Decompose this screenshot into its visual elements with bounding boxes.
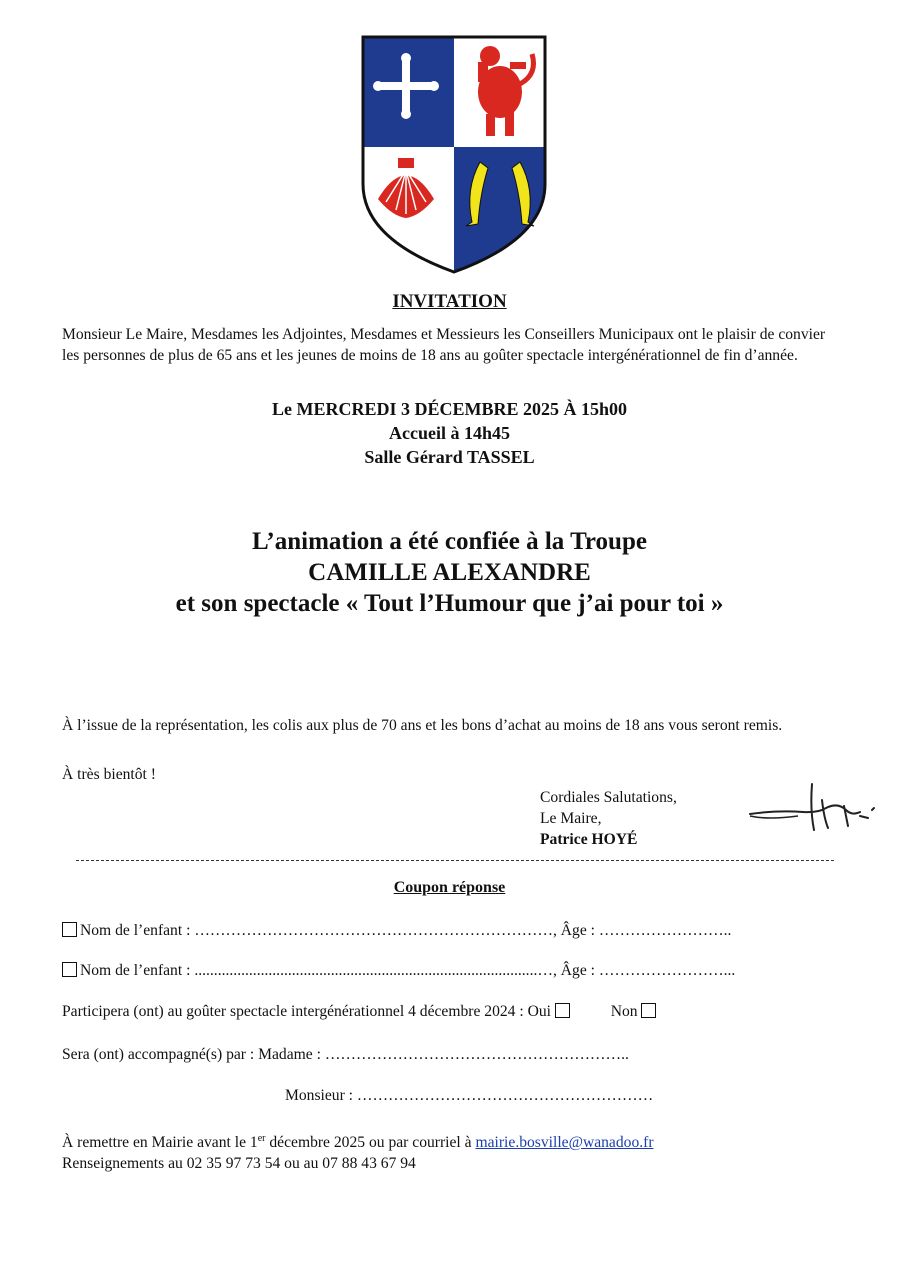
child-1-checkbox[interactable] [62, 922, 77, 937]
event-salle: Salle Gérard TASSEL [364, 447, 535, 467]
coupon-title: Coupon réponse [393, 879, 506, 896]
intro-paragraph: Monsieur Le Maire, Mesdames les Adjointes, Mesdames et Messieurs les Conseillers Municipaux ont le plaisir de convier les personnes de plus de 65 ans et les jeunes de moins de 18 ans au goûter spectacle intergénérationnel de fin d’année. [62, 326, 826, 364]
event-details [0, 397, 899, 469]
oui-checkbox[interactable] [555, 1003, 570, 1018]
footer [62, 1128, 654, 1174]
participation-label: Participera (ont) au goûter spectacle intergénérationnel 4 décembre 2024 : Oui [62, 1003, 551, 1020]
invitation-title: INVITATION [392, 291, 507, 312]
child-1-row [62, 922, 731, 940]
participation-row [62, 1003, 659, 1021]
return-text-suffix: décembre 2025 ou par courriel à [265, 1134, 476, 1152]
mayor-role: Le Maire, [540, 810, 602, 827]
madame-row: Sera (ont) accompagné(s) par : Madame : ………………………………………………….. [62, 1046, 629, 1063]
coat-of-arms [360, 34, 548, 276]
non-label: Non [610, 1003, 638, 1020]
show-title: et son spectacle « Tout l’Humour que j’ai pour toi » [175, 590, 724, 617]
animation-announcement [0, 526, 899, 619]
child-2-label: Nom de l’enfant : ........................................................................................…, Âge : ……………………... [80, 962, 736, 979]
gifts-paragraph: À l’issue de la représentation, les colis aux plus de 70 ans et les bons d’achat au moins de 18 ans vous seront remis. [62, 717, 783, 734]
see-you-soon: À très bientôt ! [62, 766, 156, 783]
animation-line-1: L’animation a été confiée à la Troupe [252, 528, 647, 555]
salutation: Cordiales Salutations, [540, 789, 677, 806]
event-accueil: Accueil à 14h45 [389, 423, 510, 443]
return-text-prefix: À remettre en Mairie avant le 1 [62, 1134, 258, 1152]
return-text-sup: er [257, 1133, 266, 1144]
monsieur-row: Monsieur : ………………………………………………… [285, 1087, 654, 1104]
event-date: Le MERCREDI 3 DÉCEMBRE 2025 À 15h00 [271, 399, 628, 419]
return-instructions [62, 1128, 654, 1153]
cut-line [76, 860, 834, 861]
child-2-row [62, 962, 735, 980]
mayor-name: Patrice HOYÉ [540, 831, 638, 848]
non-checkbox[interactable] [641, 1003, 656, 1018]
child-1-label: Nom de l’enfant : ……………………………………………………………, Âge : …………………….. [80, 922, 732, 939]
quarter-blue-bottom-right [454, 147, 548, 276]
signature [748, 780, 878, 840]
email-link[interactable]: mairie.bosville@wanadoo.fr [475, 1134, 654, 1152]
child-2-checkbox[interactable] [62, 962, 77, 977]
closing-block [540, 787, 677, 850]
troupe-name: CAMILLE ALEXANDRE [308, 559, 591, 586]
contact-phones: Renseignements au 02 35 97 73 54 ou au 07 88 43 67 94 [62, 1155, 416, 1173]
